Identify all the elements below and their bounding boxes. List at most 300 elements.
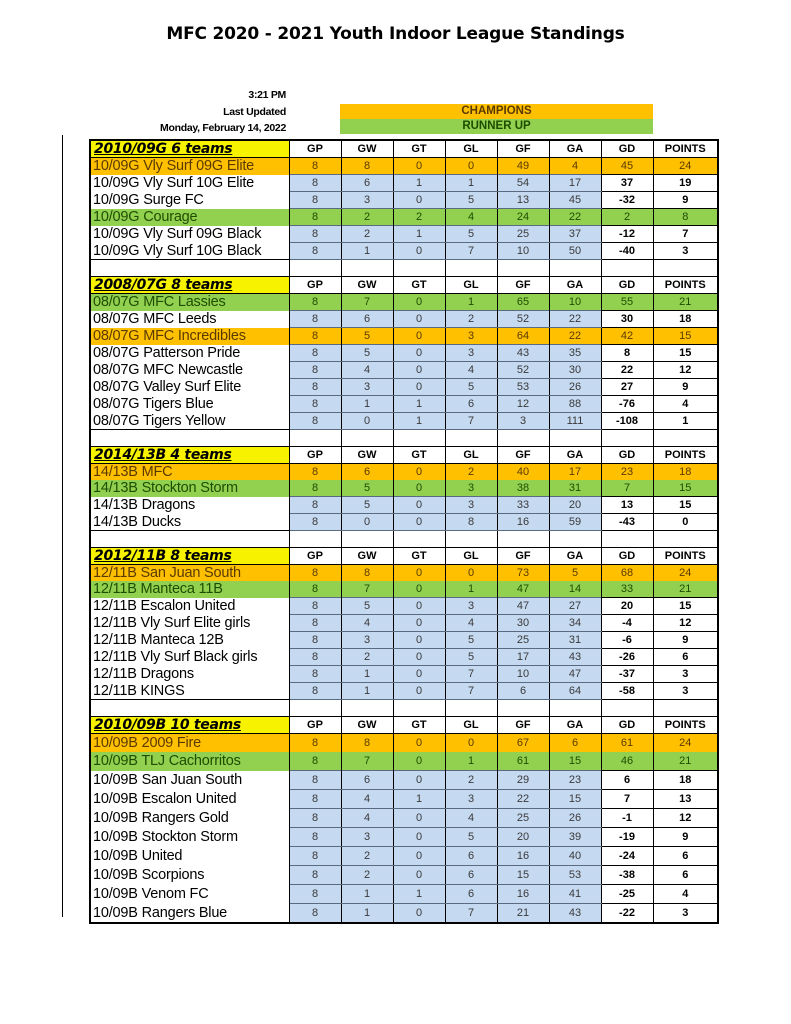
stat-gw: 4 — [341, 809, 393, 828]
stat-gt: 0 — [393, 632, 445, 649]
stat-gw: 7 — [341, 752, 393, 771]
stat-gt: 0 — [393, 565, 445, 582]
spacer-cell — [289, 700, 341, 717]
column-header-ga: GA — [549, 548, 601, 565]
spacer-cell — [445, 260, 497, 277]
column-header-gp: GP — [289, 548, 341, 565]
stat-gl: 2 — [445, 311, 497, 328]
team-row — [90, 497, 718, 514]
stat-gd: -108 — [601, 413, 653, 430]
team-row — [90, 666, 718, 683]
team-name: 10/09B Rangers Blue — [90, 904, 289, 924]
standings-table — [89, 139, 719, 924]
stat-gw: 4 — [341, 362, 393, 379]
stat-gp: 8 — [289, 847, 341, 866]
stat-gp: 8 — [289, 885, 341, 904]
stat-gw: 2 — [341, 866, 393, 885]
spacer-cell — [289, 531, 341, 548]
stat-ga: 20 — [549, 497, 601, 514]
stat-gl: 4 — [445, 615, 497, 632]
stat-pts: 1 — [653, 413, 718, 430]
stat-gt: 0 — [393, 362, 445, 379]
section-title: 2010/09B 10 teams — [90, 717, 289, 734]
stat-ga: 14 — [549, 581, 601, 598]
stat-pts: 13 — [653, 790, 718, 809]
stat-gw: 1 — [341, 396, 393, 413]
spacer-cell — [497, 430, 549, 447]
stat-gw: 6 — [341, 464, 393, 481]
stat-gw: 6 — [341, 175, 393, 192]
stat-pts: 15 — [653, 598, 718, 615]
spacer-cell — [393, 531, 445, 548]
stat-gl: 1 — [445, 581, 497, 598]
stat-ga: 50 — [549, 243, 601, 260]
section-header — [90, 717, 718, 734]
stat-gd: 55 — [601, 294, 653, 311]
stat-ga: 40 — [549, 847, 601, 866]
page-title: MFC 2020 - 2021 Youth Indoor League Standings — [166, 24, 625, 44]
stat-ga: 43 — [549, 904, 601, 924]
stat-ga: 59 — [549, 514, 601, 531]
legend-runner-up: RUNNER UP — [340, 119, 653, 134]
stat-pts: 12 — [653, 362, 718, 379]
stat-gf: 67 — [497, 734, 549, 753]
team-name: 10/09B San Juan South — [90, 771, 289, 790]
stat-pts: 21 — [653, 581, 718, 598]
stat-gp: 8 — [289, 615, 341, 632]
stat-gp: 8 — [289, 866, 341, 885]
stat-gw: 3 — [341, 828, 393, 847]
stat-gf: 29 — [497, 771, 549, 790]
stat-gw: 5 — [341, 345, 393, 362]
stat-gp: 8 — [289, 209, 341, 226]
stat-gt: 0 — [393, 192, 445, 209]
spacer-cell — [393, 700, 445, 717]
stat-gw: 1 — [341, 243, 393, 260]
stat-pts: 24 — [653, 734, 718, 753]
stat-gt: 0 — [393, 615, 445, 632]
stat-pts: 12 — [653, 809, 718, 828]
spacer-cell — [289, 430, 341, 447]
stat-gf: 16 — [497, 885, 549, 904]
stat-gp: 8 — [289, 379, 341, 396]
section-header — [90, 548, 718, 565]
stat-pts: 21 — [653, 752, 718, 771]
team-name: 12/11B San Juan South — [90, 565, 289, 582]
spacer-cell — [90, 260, 289, 277]
stat-gw: 7 — [341, 581, 393, 598]
stat-gt: 0 — [393, 464, 445, 481]
team-row — [90, 581, 718, 598]
stat-gl: 5 — [445, 226, 497, 243]
stat-gt: 1 — [393, 396, 445, 413]
team-row — [90, 158, 718, 175]
spacer-cell — [341, 430, 393, 447]
section-spacer — [90, 531, 718, 548]
stat-gl: 1 — [445, 752, 497, 771]
stat-ga: 35 — [549, 345, 601, 362]
stat-gw: 8 — [341, 565, 393, 582]
stat-gp: 8 — [289, 809, 341, 828]
team-name: 14/13B MFC — [90, 464, 289, 481]
stat-gp: 8 — [289, 328, 341, 345]
stat-gd: -1 — [601, 809, 653, 828]
stat-gw: 4 — [341, 615, 393, 632]
stat-gf: 25 — [497, 632, 549, 649]
stat-gw: 2 — [341, 226, 393, 243]
spacer-cell — [341, 700, 393, 717]
stat-gp: 8 — [289, 666, 341, 683]
team-name: 12/11B Dragons — [90, 666, 289, 683]
team-row — [90, 866, 718, 885]
stat-gf: 13 — [497, 192, 549, 209]
section-title: 2012/11B 8 teams — [90, 548, 289, 565]
stat-gl: 0 — [445, 734, 497, 753]
team-row — [90, 885, 718, 904]
stat-ga: 43 — [549, 649, 601, 666]
stat-gp: 8 — [289, 464, 341, 481]
stat-gt: 0 — [393, 734, 445, 753]
stat-gf: 20 — [497, 828, 549, 847]
stat-gf: 43 — [497, 345, 549, 362]
stat-pts: 6 — [653, 847, 718, 866]
column-header-gw: GW — [341, 447, 393, 464]
team-name: 14/13B Ducks — [90, 514, 289, 531]
stat-ga: 22 — [549, 311, 601, 328]
stat-gl: 3 — [445, 598, 497, 615]
stat-gl: 6 — [445, 866, 497, 885]
stat-pts: 9 — [653, 379, 718, 396]
column-header-gt: GT — [393, 140, 445, 158]
stat-pts: 24 — [653, 565, 718, 582]
column-header-points: POINTS — [653, 548, 718, 565]
stat-ga: 47 — [549, 666, 601, 683]
stat-pts: 0 — [653, 514, 718, 531]
spacer-cell — [601, 260, 653, 277]
team-name: 14/13B Stockton Storm — [90, 480, 289, 497]
team-row — [90, 565, 718, 582]
stat-gd: 6 — [601, 771, 653, 790]
stat-gd: -24 — [601, 847, 653, 866]
stat-pts: 7 — [653, 226, 718, 243]
stat-gl: 8 — [445, 514, 497, 531]
stat-pts: 8 — [653, 209, 718, 226]
team-row — [90, 649, 718, 666]
stat-gt: 0 — [393, 598, 445, 615]
stat-gw: 0 — [341, 413, 393, 430]
stat-gl: 3 — [445, 497, 497, 514]
legend-champions: CHAMPIONS — [340, 104, 653, 119]
stat-gt: 0 — [393, 771, 445, 790]
team-row — [90, 790, 718, 809]
stat-ga: 4 — [549, 158, 601, 175]
stat-gw: 5 — [341, 328, 393, 345]
stat-gf: 16 — [497, 847, 549, 866]
stat-gl: 7 — [445, 683, 497, 700]
stat-gp: 8 — [289, 362, 341, 379]
stat-ga: 39 — [549, 828, 601, 847]
column-header-gw: GW — [341, 277, 393, 294]
team-row — [90, 209, 718, 226]
stat-ga: 41 — [549, 885, 601, 904]
team-name: 10/09B United — [90, 847, 289, 866]
stat-gf: 47 — [497, 581, 549, 598]
stat-gl: 7 — [445, 666, 497, 683]
stat-gt: 0 — [393, 158, 445, 175]
stat-gl: 3 — [445, 790, 497, 809]
stat-gd: -19 — [601, 828, 653, 847]
stat-gf: 16 — [497, 514, 549, 531]
team-row — [90, 771, 718, 790]
spacer-cell — [289, 260, 341, 277]
stat-pts: 4 — [653, 396, 718, 413]
stat-gf: 65 — [497, 294, 549, 311]
spacer-cell — [601, 700, 653, 717]
stat-gl: 6 — [445, 885, 497, 904]
spacer-cell — [497, 531, 549, 548]
stat-gp: 8 — [289, 294, 341, 311]
column-header-gf: GF — [497, 447, 549, 464]
stat-pts: 15 — [653, 328, 718, 345]
team-name: 10/09G Vly Surf 09G Black — [90, 226, 289, 243]
stat-gd: 27 — [601, 379, 653, 396]
spacer-cell — [549, 260, 601, 277]
stat-gf: 61 — [497, 752, 549, 771]
stat-gp: 8 — [289, 192, 341, 209]
column-header-ga: GA — [549, 717, 601, 734]
spacer-cell — [90, 430, 289, 447]
stat-gw: 0 — [341, 514, 393, 531]
stat-gf: 12 — [497, 396, 549, 413]
column-header-gt: GT — [393, 277, 445, 294]
stat-gl: 4 — [445, 809, 497, 828]
stat-gf: 15 — [497, 866, 549, 885]
stat-gp: 8 — [289, 683, 341, 700]
stat-gd: -12 — [601, 226, 653, 243]
stat-gp: 8 — [289, 632, 341, 649]
stat-pts: 6 — [653, 866, 718, 885]
stat-gd: -22 — [601, 904, 653, 924]
stat-pts: 12 — [653, 615, 718, 632]
stat-gw: 6 — [341, 311, 393, 328]
stat-ga: 17 — [549, 175, 601, 192]
column-header-points: POINTS — [653, 277, 718, 294]
stat-pts: 18 — [653, 771, 718, 790]
team-row — [90, 226, 718, 243]
stat-gt: 1 — [393, 413, 445, 430]
stat-gw: 3 — [341, 192, 393, 209]
stat-gd: -43 — [601, 514, 653, 531]
stat-gw: 7 — [341, 294, 393, 311]
stat-gl: 0 — [445, 158, 497, 175]
stat-gd: -38 — [601, 866, 653, 885]
stat-ga: 15 — [549, 790, 601, 809]
stat-pts: 3 — [653, 904, 718, 924]
column-header-ga: GA — [549, 277, 601, 294]
team-name: 10/09G Courage — [90, 209, 289, 226]
column-header-gl: GL — [445, 447, 497, 464]
spacer-cell — [549, 430, 601, 447]
stat-gw: 2 — [341, 847, 393, 866]
stat-ga: 27 — [549, 598, 601, 615]
stat-gt: 0 — [393, 480, 445, 497]
stat-ga: 26 — [549, 379, 601, 396]
stat-pts: 3 — [653, 243, 718, 260]
stat-ga: 64 — [549, 683, 601, 700]
stat-gf: 25 — [497, 226, 549, 243]
column-header-gt: GT — [393, 548, 445, 565]
stat-pts: 24 — [653, 158, 718, 175]
stat-gp: 8 — [289, 514, 341, 531]
section-header — [90, 277, 718, 294]
stat-gl: 1 — [445, 294, 497, 311]
stat-gw: 4 — [341, 790, 393, 809]
stat-gw: 1 — [341, 885, 393, 904]
column-header-gp: GP — [289, 140, 341, 158]
team-name: 10/09G Surge FC — [90, 192, 289, 209]
stat-gp: 8 — [289, 243, 341, 260]
stat-gp: 8 — [289, 790, 341, 809]
team-row — [90, 615, 718, 632]
stat-gl: 3 — [445, 480, 497, 497]
section-header — [90, 447, 718, 464]
column-header-gf: GF — [497, 717, 549, 734]
team-row — [90, 683, 718, 700]
column-header-points: POINTS — [653, 447, 718, 464]
team-name: 08/07G MFC Newcastle — [90, 362, 289, 379]
stat-gd: 33 — [601, 581, 653, 598]
stat-pts: 15 — [653, 345, 718, 362]
stat-gt: 1 — [393, 885, 445, 904]
stat-pts: 18 — [653, 311, 718, 328]
stat-pts: 9 — [653, 828, 718, 847]
stat-pts: 3 — [653, 683, 718, 700]
stat-gp: 8 — [289, 828, 341, 847]
team-name: 08/07G MFC Leeds — [90, 311, 289, 328]
team-row — [90, 752, 718, 771]
stat-gt: 1 — [393, 175, 445, 192]
stat-gp: 8 — [289, 497, 341, 514]
stat-gd: 37 — [601, 175, 653, 192]
stat-gl: 4 — [445, 362, 497, 379]
team-name: 14/13B Dragons — [90, 497, 289, 514]
team-name: 12/11B Vly Surf Black girls — [90, 649, 289, 666]
column-header-gl: GL — [445, 140, 497, 158]
stat-pts: 3 — [653, 666, 718, 683]
stat-gf: 10 — [497, 243, 549, 260]
column-header-gd: GD — [601, 548, 653, 565]
stat-gt: 0 — [393, 828, 445, 847]
stat-gp: 8 — [289, 311, 341, 328]
team-row — [90, 243, 718, 260]
stat-gl: 2 — [445, 464, 497, 481]
stat-gf: 10 — [497, 666, 549, 683]
stat-ga: 37 — [549, 226, 601, 243]
stat-gp: 8 — [289, 734, 341, 753]
stat-ga: 10 — [549, 294, 601, 311]
stat-gd: -25 — [601, 885, 653, 904]
stat-gt: 0 — [393, 809, 445, 828]
stat-gt: 0 — [393, 666, 445, 683]
stat-pts: 21 — [653, 294, 718, 311]
stat-gt: 0 — [393, 649, 445, 666]
team-name: 12/11B KINGS — [90, 683, 289, 700]
spacer-cell — [653, 700, 718, 717]
team-row — [90, 480, 718, 497]
team-name: 08/07G Tigers Yellow — [90, 413, 289, 430]
stat-ga: 111 — [549, 413, 601, 430]
column-header-gw: GW — [341, 548, 393, 565]
stat-gl: 7 — [445, 904, 497, 924]
column-header-gw: GW — [341, 140, 393, 158]
spacer-cell — [445, 531, 497, 548]
stat-gf: 64 — [497, 328, 549, 345]
stat-gp: 8 — [289, 565, 341, 582]
stat-gw: 5 — [341, 497, 393, 514]
team-name: 10/09B TLJ Cachorritos — [90, 752, 289, 771]
stat-gl: 6 — [445, 847, 497, 866]
stat-gd: 45 — [601, 158, 653, 175]
stat-gt: 1 — [393, 790, 445, 809]
team-name: 10/09B Scorpions — [90, 866, 289, 885]
stat-gt: 0 — [393, 683, 445, 700]
team-row — [90, 828, 718, 847]
stat-gd: 61 — [601, 734, 653, 753]
stat-gl: 5 — [445, 192, 497, 209]
column-header-ga: GA — [549, 140, 601, 158]
stat-gl: 5 — [445, 649, 497, 666]
team-row — [90, 632, 718, 649]
stat-gt: 0 — [393, 581, 445, 598]
section-spacer — [90, 260, 718, 277]
column-header-gl: GL — [445, 548, 497, 565]
spacer-cell — [549, 700, 601, 717]
stat-ga: 31 — [549, 632, 601, 649]
team-name: 10/09G Vly Surf 10G Black — [90, 243, 289, 260]
stat-gd: 46 — [601, 752, 653, 771]
stat-gf: 24 — [497, 209, 549, 226]
stat-pts: 4 — [653, 885, 718, 904]
stat-gf: 52 — [497, 362, 549, 379]
spacer-cell — [601, 531, 653, 548]
spacer-cell — [445, 430, 497, 447]
team-name: 10/09B Venom FC — [90, 885, 289, 904]
spacer-cell — [601, 430, 653, 447]
stat-gw: 3 — [341, 632, 393, 649]
stat-gd: 8 — [601, 345, 653, 362]
stat-gw: 8 — [341, 734, 393, 753]
stat-gd: 30 — [601, 311, 653, 328]
column-header-gd: GD — [601, 717, 653, 734]
spacer-cell — [497, 700, 549, 717]
team-row — [90, 734, 718, 753]
column-header-gl: GL — [445, 717, 497, 734]
column-header-gf: GF — [497, 548, 549, 565]
stat-gw: 1 — [341, 904, 393, 924]
stat-gp: 8 — [289, 396, 341, 413]
team-row — [90, 847, 718, 866]
team-name: 12/11B Vly Surf Elite girls — [90, 615, 289, 632]
stat-gt: 0 — [393, 294, 445, 311]
column-header-gw: GW — [341, 717, 393, 734]
team-name: 10/09B Stockton Storm — [90, 828, 289, 847]
stat-pts: 19 — [653, 175, 718, 192]
stat-ga: 5 — [549, 565, 601, 582]
update-time: 3:21 PM — [248, 89, 286, 101]
stat-gl: 1 — [445, 175, 497, 192]
stat-gw: 8 — [341, 158, 393, 175]
section-spacer — [90, 430, 718, 447]
